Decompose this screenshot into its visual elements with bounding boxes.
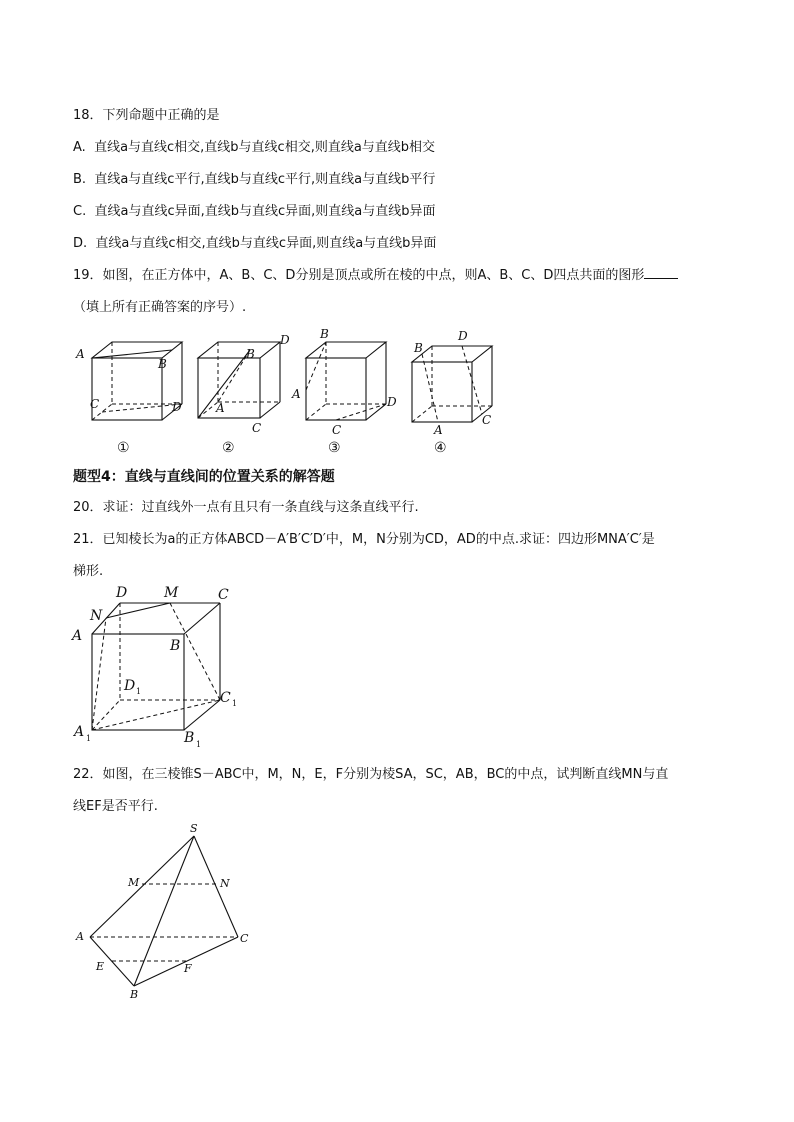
cube1-front-face [92, 358, 162, 420]
label-a: A [76, 347, 85, 361]
q21-figure [66, 582, 256, 752]
label-b: B [158, 357, 167, 371]
caption-1: ① [117, 440, 130, 456]
svg-text:D: D [116, 585, 128, 601]
svg-text:B: B [246, 347, 255, 361]
svg-text:D: D [458, 329, 468, 343]
svg-text:A: A [216, 401, 225, 415]
svg-text:③: ③ [328, 440, 341, 456]
answer-blank [644, 266, 678, 279]
svg-text:C: C [218, 587, 229, 603]
svg-text:M: M [164, 585, 179, 601]
segment-mn [106, 603, 170, 618]
q18-option-c: C. 直线a与直线c异面,直线b与直线c异面,则直线a与直线b异面 [73, 204, 436, 219]
q19-figure-1 [70, 328, 190, 463]
svg-text:M: M [128, 876, 140, 889]
q21-stem: 21．已知棱长为a的正方体ABCD－A′B′C′D′中，M，N分别为CD，AD的中点.求证：四边形MNA′C′是 [73, 532, 655, 547]
svg-text:D: D [280, 333, 290, 347]
q22-stem-cont: 线EF是否平行. [73, 799, 158, 814]
svg-text:B: B [414, 341, 423, 355]
q22-figure [66, 820, 266, 1000]
svg-text:A: A [76, 930, 84, 943]
svg-text:②: ② [222, 440, 235, 456]
svg-text:S: S [190, 822, 198, 835]
q18-option-b: B. 直线a与直线c平行,直线b与直线c平行,则直线a与直线b平行 [73, 172, 436, 187]
q18-option-a: A. 直线a与直线c相交,直线b与直线c相交,则直线a与直线b相交 [73, 140, 436, 155]
section-heading: 题型4：直线与直线间的位置关系的解答题 [73, 469, 335, 485]
q18-option-d: D. 直线a与直线c相交,直线b与直线c异面,则直线a与直线b异面 [73, 236, 437, 251]
svg-text:B: B [170, 638, 181, 654]
svg-text:1: 1 [196, 740, 202, 749]
q18-stem: 18．下列命题中正确的是 [73, 108, 220, 123]
q21-stem-cont: 梯形. [73, 564, 104, 579]
svg-text:C: C [252, 421, 262, 435]
svg-text:C: C [482, 413, 492, 427]
q22-stem: 22．如图，在三棱锥S－ABC中，M，N，E，F分别为棱SA，SC，AB，BC的中点，试判断直线MN与直 [73, 767, 669, 782]
q19-stem-cont: （填上所有正确答案的序号）. [73, 300, 247, 315]
svg-text:C: C [332, 423, 342, 437]
svg-text:A: A [72, 628, 83, 644]
svg-text:N: N [220, 877, 230, 890]
svg-text:N: N [90, 608, 103, 624]
svg-text:D: D [124, 678, 136, 694]
svg-text:A: A [74, 724, 85, 740]
q20-stem: 20．求证：过直线外一点有且只有一条直线与这条直线平行. [73, 500, 419, 515]
svg-text:F: F [184, 962, 192, 975]
svg-text:1: 1 [136, 687, 142, 696]
svg-text:B: B [184, 730, 195, 746]
label-d: D [172, 400, 182, 414]
q19-figure-4 [398, 328, 518, 463]
svg-text:A: A [434, 423, 443, 437]
svg-text:D: D [387, 395, 397, 409]
q19-figure-3 [290, 328, 410, 463]
svg-text:1: 1 [232, 699, 238, 708]
svg-text:C: C [240, 932, 249, 945]
svg-text:A: A [292, 387, 301, 401]
label-c: C [90, 397, 100, 411]
svg-text:C: C [220, 690, 231, 706]
svg-text:1: 1 [86, 734, 92, 743]
svg-text:④: ④ [434, 440, 447, 456]
svg-text:B: B [320, 327, 329, 341]
svg-text:B: B [130, 988, 139, 1001]
svg-text:E: E [96, 960, 105, 973]
q19-stem: 19．如图，在正方体中，A、B、C、D分别是顶点或所在棱的中点，则A、B、C、D四点共面的图形 [73, 264, 678, 283]
